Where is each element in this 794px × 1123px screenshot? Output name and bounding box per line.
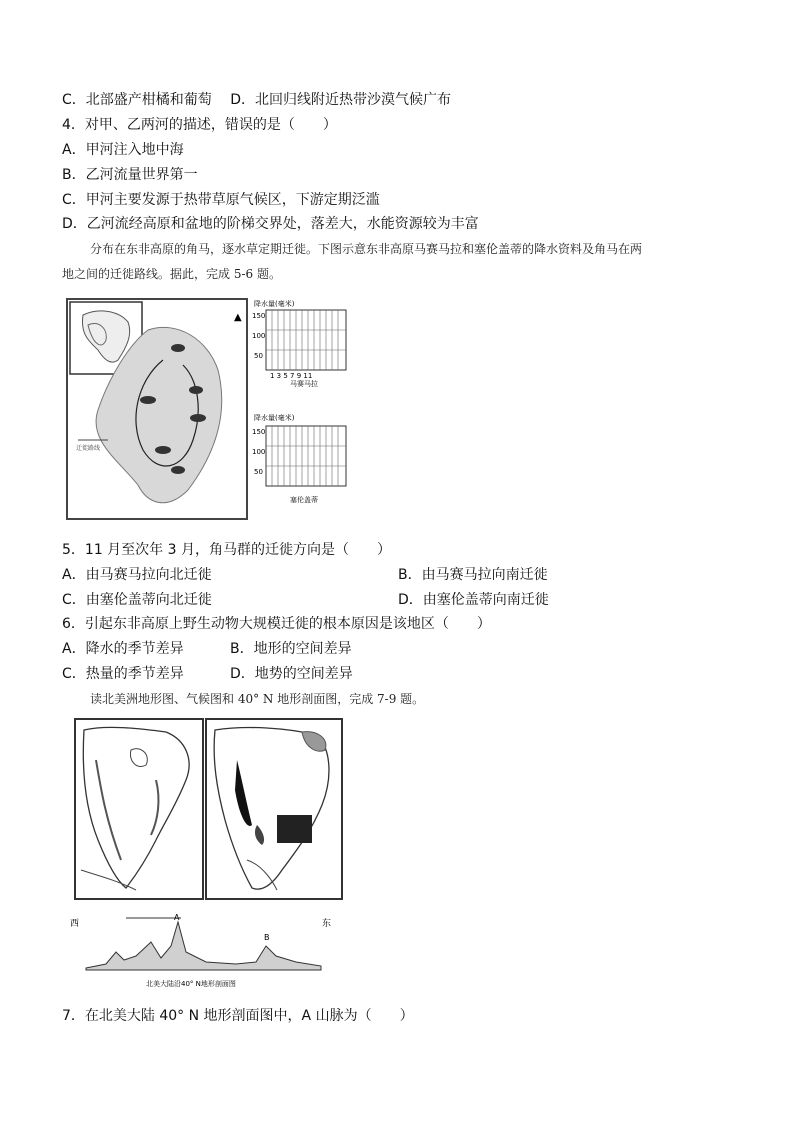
q4-option-c: C．甲河主要发源于热带草原气候区，下游定期泛滥 bbox=[62, 192, 380, 208]
q5-option-d: D．由塞伦盖蒂向南迁徙 bbox=[398, 592, 549, 608]
profile-caption: 北美大陆沿40° N地形剖面图 bbox=[146, 980, 236, 988]
profile-label-a: A bbox=[174, 913, 180, 922]
intro-7-9: 读北美洲地形图、气候图和 40° N 地形剖面图，完成 7-9 题。 bbox=[90, 692, 425, 706]
question-4: 4．对甲、乙两河的描述，错误的是（ ） bbox=[62, 117, 337, 133]
q5-option-b: B．由马赛马拉向南迁徙 bbox=[398, 567, 548, 583]
north-america-40n-profile bbox=[66, 912, 336, 992]
wildebeest-migration-map bbox=[66, 298, 248, 520]
q6-option-d: D．地势的空间差异 bbox=[230, 666, 353, 682]
q5-option-a: A．由马赛马拉向北迁徙 bbox=[62, 567, 212, 583]
north-america-climate-map bbox=[205, 718, 343, 900]
svg-text:▲: ▲ bbox=[234, 312, 242, 323]
profile-west-label: 西 bbox=[70, 919, 80, 929]
intro-5-6-line2: 地之间的迁徙路线。据此，完成 5-6 题。 bbox=[62, 267, 281, 281]
q3-option-c-d: C．北部盛产柑橘和葡萄 D．北回归线附近热带沙漠气候广布 bbox=[62, 92, 452, 108]
precip-chart-masai-mara bbox=[250, 298, 360, 388]
chart2-caption: 塞伦盖蒂 bbox=[290, 496, 318, 504]
intro-5-6-line1: 分布在东非高原的角马，逐水草定期迁徙。下图示意东非高原马赛马拉和塞伦盖蒂的降水资料及角马在两 bbox=[90, 242, 643, 256]
profile-east-label: 东 bbox=[322, 919, 332, 929]
svg-text:150: 150 bbox=[252, 312, 266, 320]
question-5: 5．11 月至次年 3 月，角马群的迁徙方向是（ ） bbox=[62, 542, 391, 558]
q4-option-a: A．甲河注入地中海 bbox=[62, 142, 184, 158]
svg-text:150: 150 bbox=[252, 428, 266, 436]
q6-option-c: C．热量的季节差异 bbox=[62, 666, 184, 682]
chart1-caption: 马赛马拉 bbox=[290, 380, 318, 388]
north-america-terrain-map bbox=[74, 718, 204, 900]
question-7: 7．在北美大陆 40° N 地形剖面图中，A 山脉为（ ） bbox=[62, 1008, 414, 1024]
route-legend-label: 迁徙路线 bbox=[76, 445, 101, 452]
svg-text:50: 50 bbox=[254, 352, 263, 360]
svg-text:100: 100 bbox=[252, 332, 266, 340]
chart1-title: 降水量(毫米) bbox=[254, 300, 295, 308]
profile-label-b: B bbox=[264, 933, 270, 942]
q6-option-b: B．地形的空间差异 bbox=[230, 641, 352, 657]
q4-option-d: D．乙河流经高原和盆地的阶梯交界处，落差大，水能资源较为丰富 bbox=[62, 216, 479, 232]
q5-option-c: C．由塞伦盖蒂向北迁徙 bbox=[62, 592, 212, 608]
precip-chart-serengeti bbox=[250, 412, 360, 507]
chart2-title: 降水量(毫米) bbox=[254, 414, 295, 422]
svg-text:100: 100 bbox=[252, 448, 266, 456]
question-6: 6．引起东非高原上野生动物大规模迁徙的根本原因是该地区（ ） bbox=[62, 616, 491, 632]
svg-text:1 3 5 7 9 11: 1 3 5 7 9 11 bbox=[270, 372, 313, 380]
svg-text:50: 50 bbox=[254, 468, 263, 476]
q4-option-b: B．乙河流量世界第一 bbox=[62, 167, 198, 183]
q6-option-a: A．降水的季节差异 bbox=[62, 641, 184, 657]
migration-map-graphic bbox=[68, 300, 246, 518]
